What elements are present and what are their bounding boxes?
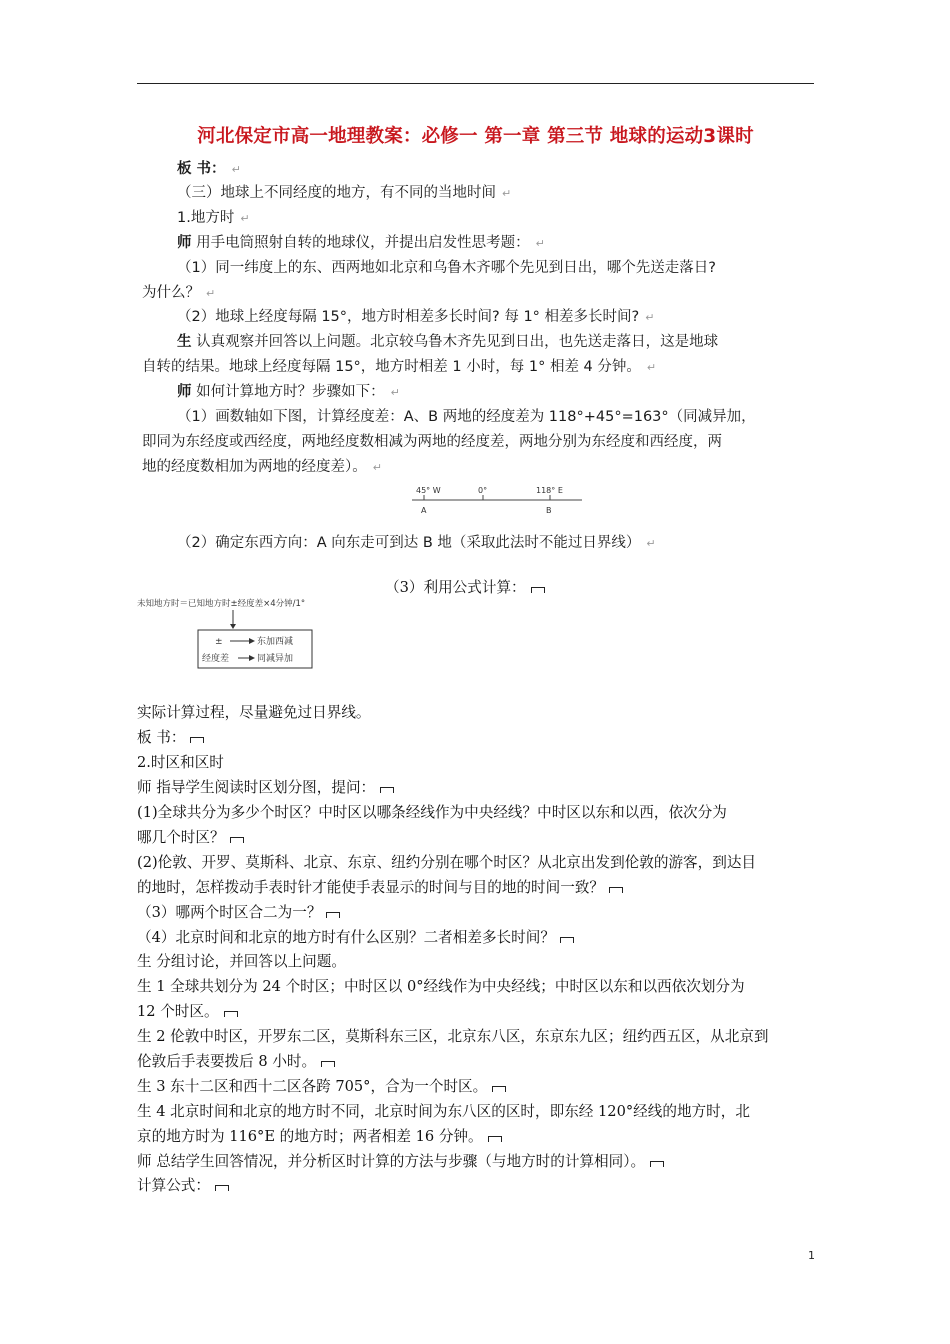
paragraph-group-discussion: 生 分组讨论，并回答以上问题。 [137,953,346,970]
student-2-line-2: 伦敦后手表要拨后 8 小时。 [137,1050,335,1071]
step-3: （3）利用公式计算： [385,576,545,597]
heading-time-zones: 2.时区和区时 [137,754,224,771]
student-1-line-2: 12 个时区。 [137,1000,238,1021]
teacher-prompt-2: 师 如何计算地方时？步骤如下： ↵ [177,384,400,400]
student-4-line-1: 生 4 北京时间和北京的地方时不同，北京时间为东八区的区时，即东经 120°经线的地方时，北 [137,1103,750,1120]
calc-formula-label: 计算公式： [137,1174,229,1195]
step-1-line-2: 即同为东经度或西经度，两地经度数相减为两地的经度差，两地分别为东经度和西经度，两 [142,434,722,450]
board-label: 板 书： ↵ [177,161,241,177]
teacher-summary: 师 总结学生回答情况，并分析区时计算的方法与步骤（与地方时的计算相同）。 [137,1150,664,1171]
question-zones-1a: (1)全球共分为多少个时区？中时区以哪条经线作为中央经线？中时区以东和以西，依次分为 [137,804,727,821]
axis-label-45w: 45° W [416,486,441,495]
local-time-heading: 1.地方时 ↵ [177,210,250,226]
question-1-line-2: 为什么？ ↵ [142,285,216,301]
step-1-line-3: 地的经度数相加为两地的经度差）。 ↵ [142,459,382,475]
return-mark-icon [531,587,545,593]
formula-same-diff: 同减异加 [257,654,294,664]
formula-diagram [137,596,377,676]
step-2: （2）确定东西方向：A 向东走可到达 B 地（采取此法时不能过日界线） ↵ [177,535,656,551]
student-4-line-2: 京的地方时为 116°E 的地方时；两者相差 16 分钟。 [137,1125,502,1146]
page-number: 1 [808,1249,815,1262]
paragraph-teacher-guide: 师 指导学生阅读时区划分图，提问： [137,776,394,797]
formula-longitude-diff: 经度差 [202,654,230,664]
question-zones-4: （4）北京时间和北京的地方时有什么区别？二者相差多长时间？ [137,926,574,947]
paragraph-board: 板 书： [137,726,204,747]
longitude-number-axis [400,482,600,520]
axis-label-118e: 118° E [536,486,563,495]
section-3-heading: （三）地球上不同经度的地方，有不同的当地时间 ↵ [177,185,512,201]
teacher-prompt-1: 师 用手电筒照射自转的地球仪，并提出启发性思考题： ↵ [177,235,545,251]
question-zones-1b: 哪几个时区？ [137,826,244,847]
question-zones-3: （3）哪两个时区合二为一？ [137,901,340,922]
header-rule [137,83,814,84]
formula-pm: ± [215,637,223,647]
axis-label-0: 0° [478,486,488,495]
formula-top: 未知地方时＝已知地方时±经度差×4分钟/1° [137,599,306,609]
question-1-line-1: （1）同一纬度上的东、西两地如北京和乌鲁木齐哪个先见到日出，哪个先送走落日? [177,260,716,276]
paragraph-avoid-dateline: 实际计算过程，尽量避免过日界线。 [137,704,371,721]
step-1-line-1: （1）画数轴如下图，计算经度差：A、B 两地的经度差为 118°+45°=163°（同减异加， [177,409,756,425]
axis-point-a: A [421,506,427,515]
question-2: （2）地球上经度每隔 15°，地方时相差多长时间? 每 1° 相差多长时间? ↵ [177,309,655,325]
student-1-line-1: 生 1 全球共划分为 24 个时区；中时区以 0°经线作为中央经线；中时区以东和以西依次划分为 [137,978,745,995]
axis-point-b: B [546,506,552,515]
formula-east-west: 东加西减 [257,637,294,647]
question-zones-2a: (2)伦敦、开罗、莫斯科、北京、东京、纽约分别在哪个时区？从北京出发到伦敦的游客，到达目 [137,854,757,871]
student-3: 生 3 东十二区和西十二区各跨 705°，合为一个时区。 [137,1075,506,1096]
student-answer-line-2: 自转的结果。地球上经度每隔 15°，地方时相差 1 小时，每 1° 相差 4 分钟。 ↵ [142,359,657,375]
question-zones-2b: 的地时，怎样拨动手表时针才能使手表显示的时间与目的地的时间一致？ [137,876,623,897]
student-2-line-1: 生 2 伦敦中时区，开罗东二区，莫斯科东三区，北京东八区，东京东九区；纽约西五区，从北京到 [137,1028,769,1045]
student-answer-line-1: 生 认真观察并回答以上问题。北京较乌鲁木齐先见到日出，也先送走落日，这是地球 [177,334,719,350]
document-title: 河北保定市高一地理教案：必修一 第一章 第三节 地球的运动3课时 [197,126,754,147]
